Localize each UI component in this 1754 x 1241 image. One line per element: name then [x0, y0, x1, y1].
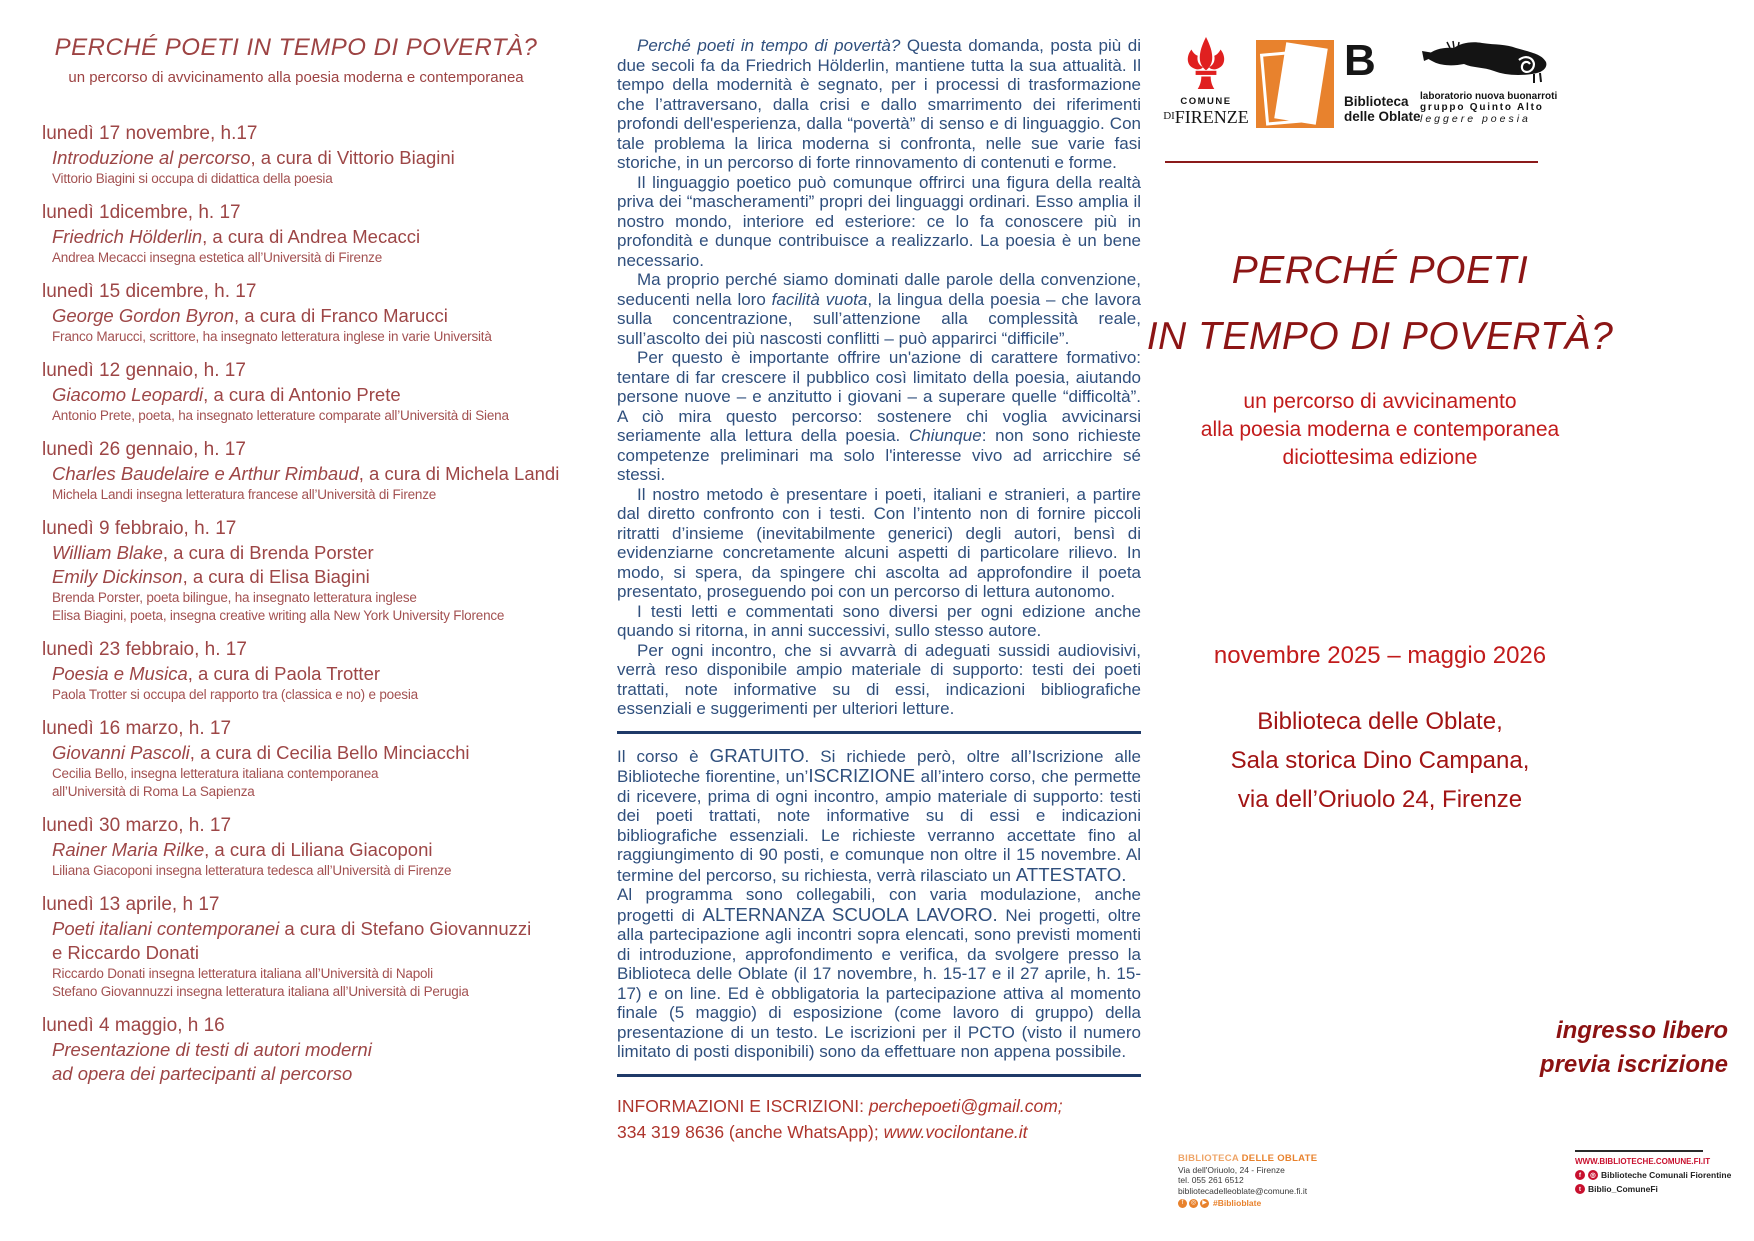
event-date: lunedì 4 maggio, h 16 — [42, 1015, 225, 1036]
footer-oblate-name-light: BIBLIOTECA — [1178, 1153, 1242, 1164]
footer-oblate-tel: tel. 055 261 6512 — [1178, 1175, 1244, 1185]
footer-comune-social2-label: Biblio_ComuneFi — [1588, 1184, 1658, 1194]
schedule-event — [42, 638, 550, 704]
footer-oblate-address: Via dell'Oriuolo, 24 - Firenze — [1178, 1164, 1285, 1175]
facilita-vuota-italic: facilità vuota — [771, 289, 868, 309]
event-work-title: Giovanni Pascoli — [52, 742, 190, 763]
event-date: lunedì 17 novembre, h.17 — [42, 123, 258, 144]
event-note-1: Liliana Giacoponi insegna letteratura tedesca all’Università di Firenze — [52, 863, 452, 878]
divider-rule-bottom — [617, 1074, 1141, 1077]
footer-oblate-hashtag[interactable]: #Biblioblate — [1213, 1198, 1262, 1208]
twitter-icon[interactable]: t — [1575, 1184, 1585, 1194]
lab-line2: gruppo Quinto Alto — [1420, 102, 1544, 113]
schedule-event — [42, 814, 550, 880]
oblate-book-icon — [1256, 40, 1334, 128]
cover-title-line2: IN TEMPO DI POVERTÀ? — [1146, 315, 1614, 358]
event-date: lunedì 1dicembre, h. 17 — [42, 202, 241, 223]
event-date: lunedì 30 marzo, h. 17 — [42, 815, 232, 836]
intro-paragraph-7: Per ogni incontro, che si avvarrà di adeguati sussidi audiovisivi, verrà reso disponibile ampio materiale di supporto: testi dei poeti trattati, note informative su di essi, indicazioni bibliografiche essenziali e suggerimenti per ulteriori letture. — [617, 640, 1141, 718]
schedule-event — [42, 517, 550, 625]
cover-subtitle — [1120, 388, 1640, 472]
event-curator: , a cura di Franco Marucci — [234, 305, 448, 326]
contact-block — [617, 1093, 1141, 1145]
event-work-title: Poeti italiani contemporanei — [52, 918, 280, 939]
bird-icon — [1420, 40, 1560, 91]
text-segment: Questa domanda, posta più di due secoli fa da Friedrich Hölderlin, mantiene tutta la sua attualità. Il tempo della modernità è segnato, per i processi di trasformazione che l’attraversano, dalla crisi e dallo smarrimento dei riferimenti profondi dell'esperienza, dalla “povertà” di senso e di linguaggio. Con tale problema la lirica moderna si confronta, nelle sue varie fasi storiche, in un percorso di forte rinnovamento di contenuti e forme. — [617, 36, 1142, 172]
giglio-fleur-de-lis-icon — [1163, 36, 1249, 95]
oblate-name — [1344, 94, 1421, 124]
event-date: lunedì 15 dicembre, h. 17 — [42, 281, 257, 302]
event-work-title: William Blake — [52, 542, 163, 563]
venue-block — [1120, 702, 1640, 819]
event-session-line-1 — [42, 917, 550, 941]
venue-line2: Sala storica Dino Campana, — [1230, 747, 1530, 774]
event-session-line-1 — [42, 225, 550, 249]
event-curator: , a cura di Cecilia Bello Minciacchi — [189, 742, 470, 763]
firenze-label — [1163, 107, 1249, 126]
event-session-line-1 — [42, 662, 550, 686]
instagram-icon[interactable]: ◎ — [1588, 1170, 1598, 1180]
footer-oblate-name — [1178, 1154, 1358, 1165]
text-segment: Il corso è — [617, 746, 710, 766]
intro-paragraph-5: Il nostro metodo è presentare i poeti, italiani e stranieri, a partire dal diretto confronto con i testi. Con l’intento non di fornire piccoli ritratti d’insieme (inevitabilmente generici) degli autori, bensì di evidenziarne concretamente alcuni aspetti di particolare rilievo. In modo, si spera, da spingere chi ascolta ad approfondire il poeta presentato, proseguendo poi con un percorso di lettura autonomo. — [617, 484, 1141, 601]
event-curator: a cura di Stefano Giovannuzzi — [279, 918, 532, 939]
youtube-icon[interactable]: ▶ — [1200, 1199, 1209, 1208]
course-dates: novembre 2025 – maggio 2026 — [1213, 642, 1547, 669]
schedule-event — [42, 359, 550, 425]
cover-subtitle-line2: alla poesia moderna e contemporanea — [1200, 418, 1560, 441]
event-note-1: Michela Landi insegna letteratura francese all’Università di Firenze — [52, 487, 437, 502]
event-session-line-1 — [42, 541, 550, 565]
footer-comune-social1-label: Biblioteche Comunali Fiorentine — [1601, 1170, 1732, 1180]
cover-title-line1: PERCHÉ POETI — [1231, 249, 1529, 292]
footer-comune-social-row1 — [1575, 1170, 1732, 1180]
page-subtitle-left: un percorso di avvicinamento alla poesia moderna e contemporanea — [68, 69, 524, 86]
attestato-emphasis: ATTESTATO. — [1015, 863, 1127, 885]
admission-note — [1540, 1014, 1728, 1082]
intro-paragraph-2: Il linguaggio poetico può comunque offrirci una figura della realtà priva dei “mascheramenti” propri dei linguaggi ordinari. Esso amplia il nostro mondo, interiore ed esteriore: ce lo fa conoscere più in profondità e dunque contribuisce a realizzarlo. La poesia è un bene necessario. — [617, 172, 1141, 270]
event-curator: , a cura di Antonio Prete — [203, 384, 401, 405]
event-curator: , a cura di Andrea Mecacci — [202, 226, 421, 247]
event-curator: , a cura di Vittorio Biagini — [250, 147, 455, 168]
oblate-b-letter: B — [1344, 36, 1376, 85]
schedule-event — [42, 280, 550, 346]
event-curator: , a cura di Michela Landi — [358, 463, 560, 484]
footer-comune-block — [1575, 1150, 1732, 1194]
event-date: lunedì 13 aprile, h 17 — [42, 894, 220, 915]
instagram-icon[interactable]: ◎ — [1190, 1200, 1197, 1206]
event-note-1: Antonio Prete, poeta, ha insegnato letterature comparate all’Università di Siena — [52, 408, 509, 423]
event-date: lunedì 9 febbraio, h. 17 — [42, 518, 237, 539]
schedule-event — [42, 1014, 550, 1086]
event-note-1: Franco Marucci, scrittore, ha insegnato letteratura inglese in varie Università — [52, 329, 492, 344]
event-note-2: Elisa Biagini, poeta, insegna creative writing alla New York University Florence — [52, 608, 505, 623]
event-session-line-1 — [42, 146, 550, 170]
text-segment: , la lingua della poesia – che lavora sulla concentrazione, sull’attenzione alla complessità reale, sull’ascolto dei più nascosti conflitti – può apparirci “difficile”. — [617, 289, 1141, 348]
event-work-title: Charles Baudelaire e Arthur Rimbaud — [52, 463, 359, 484]
contact-email-link[interactable]: perchepoeti@gmail.com; — [868, 1095, 1063, 1116]
lead-question-italic: Perché poeti in tempo di povertà? — [637, 36, 901, 55]
schedule-event — [42, 717, 550, 801]
schedule-list — [42, 122, 560, 1086]
event-note-1: Paola Trotter si occupa del rapporto tra (classica e no) e poesia — [52, 687, 418, 702]
text-segment: Nei progetti, oltre alla partecipazione agli incontri sopra elencati, sono previsti momenti di introduzione, approfondimento e verifica, da svolgere presso la Biblioteca delle Oblate (il 17 novembre, h. 15-17 e il 27 aprile, h. 15-17) e on line. Ed è obbligatoria la partecipazione attiva al momento finale (5 maggio) di esposizione (come lavoro di gruppo) della presentazione di un testo. Le iscrizioni per il PCTO (visto il numero limitato di posti disponibili) sono da effettuare non appena possibile. — [617, 905, 1141, 1061]
event-curator: , a cura di Paola Trotter — [187, 663, 381, 684]
event-work-title-2: ad opera dei partecipanti al percorso — [52, 1063, 353, 1084]
biblioteca-oblate-logo — [1256, 36, 1421, 128]
contact-phone: 334 319 8636 (anche WhatsApp); — [617, 1121, 884, 1142]
event-date: lunedì 16 marzo, h. 17 — [42, 718, 232, 739]
event-work-title: Poesia e Musica — [52, 663, 188, 684]
event-work-title-2: Emily Dickinson — [52, 566, 183, 587]
event-curator: , a cura di Brenda Porster — [162, 542, 374, 563]
event-work-title: Friedrich Hölderlin — [52, 226, 203, 247]
facebook-icon[interactable]: f — [1178, 1199, 1187, 1208]
event-note-1: Andrea Mecacci insegna estetica all’Università di Firenze — [52, 250, 383, 265]
comune-label: COMUNE — [1180, 96, 1232, 107]
event-session-line-1 — [42, 462, 560, 486]
text-segment: Ma proprio perché siamo dominati dalle parole della convenzione, seducenti nella loro — [617, 270, 1141, 309]
oblate-name-line2: delle Oblate — [1344, 109, 1421, 124]
event-curator-2: e Riccardo Donati — [52, 942, 200, 963]
footer-oblate-name-bold: DELLE OBLATE — [1241, 1153, 1318, 1164]
footer-oblate-email[interactable]: bibliotecadelleoblate@comune.fi.it — [1178, 1185, 1308, 1196]
admission-line1: ingresso libero — [1555, 1017, 1728, 1044]
intro-paragraph-4 — [617, 348, 1141, 485]
footer-oblate-social-row — [1178, 1198, 1358, 1209]
event-curator-2: , a cura di Elisa Biagini — [182, 566, 370, 587]
admission-line2: previa iscrizione — [1539, 1051, 1728, 1078]
event-note-2: Stefano Giovannuzzi insegna letteratura italiana all’Università di Perugia — [52, 984, 469, 999]
oblate-name-line1: Biblioteca — [1344, 94, 1409, 109]
event-session-line-2 — [42, 565, 550, 589]
enrollment-paragraph-1 — [617, 746, 1141, 886]
event-date: lunedì 26 gennaio, h. 17 — [42, 439, 246, 460]
venue-line1: Biblioteca delle Oblate, — [1257, 708, 1503, 735]
event-work-title: Presentazione di testi di autori moderni — [52, 1039, 372, 1060]
alternanza-emphasis: ALTERNANZA SCUOLA LAVORO. — [702, 903, 998, 925]
footer-comune-rule — [1575, 1150, 1703, 1152]
event-session-line-1 — [42, 1038, 550, 1062]
divider-rule-top — [617, 731, 1141, 734]
iscrizione-emphasis: ISCRIZIONE — [808, 765, 916, 786]
footer-comune-url[interactable]: WWW.BIBLIOTECHE.COMUNE.FI.IT — [1575, 1157, 1711, 1166]
event-session-line-2 — [42, 941, 550, 965]
chiunque-italic: Chiunque — [908, 426, 982, 445]
event-session-line-2 — [42, 1062, 550, 1086]
event-session-line-1 — [42, 383, 550, 407]
quinto-alto-logo — [1420, 40, 1560, 125]
contact-website-link[interactable]: www.vocilontane.it — [883, 1121, 1028, 1142]
text-segment: Al programma sono collegabili, con varia modulazione, anche progetti di — [617, 885, 1141, 925]
cover-subtitle-line1: un percorso di avvicinamento — [1243, 390, 1517, 413]
event-note-1: Vittorio Biagini si occupa di didattica della poesia — [52, 171, 333, 186]
event-curator: , a cura di Liliana Giacoponi — [204, 839, 433, 860]
event-date: lunedì 12 gennaio, h. 17 — [42, 360, 246, 381]
comune-firenze-logo — [1163, 36, 1249, 126]
event-session-line-1 — [42, 304, 550, 328]
event-date: lunedì 23 febbraio, h. 17 — [42, 639, 247, 660]
lab-line3: leggere poesia — [1420, 113, 1531, 125]
text-segment: all’intero corso, che permette di ricevere, prima di ogni incontro, ampio materiale di supporto: testi dei poeti trattati, note informative su di essi e indicazioni bibliografiche essenziali. Le richieste verranno accettate fino al raggiungimento di 90 posti, e comunque non oltre il 15 novembre. Al termine del percorso, su richiesta, verrà rilasciato un — [617, 767, 1141, 885]
intro-paragraph-6: I testi letti e commentati sono diversi per ogni edizione anche quando si ritorna, in anni successivi, sullo stesso autore. — [617, 601, 1141, 640]
schedule-event — [42, 438, 560, 504]
text-segment: Per questo è importante offrire un'azione di carattere formativo: tentare di far crescere il pubblico così limitato della poesia, aiutando persone nuove – e anzitutto i giovani – a superare quelle “difficoltà”. A ciò mira questo percorso: sostenere chi voglia avvicinarsi seriamente alla lettura della poesia. — [617, 348, 1141, 445]
cover-subtitle-line3: diciottesima edizione — [1282, 446, 1478, 469]
event-note-1: Brenda Porster, poeta bilingue, ha insegnato letteratura inglese — [52, 590, 417, 605]
enrollment-paragraph-2 — [617, 885, 1141, 1062]
cover-title — [1120, 238, 1640, 370]
lab-line1: laboratorio nuova buonarroti — [1420, 91, 1558, 102]
schedule-event — [42, 201, 550, 267]
contact-line-2 — [617, 1119, 1141, 1145]
contact-label: INFORMAZIONI E ISCRIZIONI: — [617, 1095, 869, 1116]
city-label: FIRENZE — [1174, 107, 1249, 127]
description-panel — [617, 36, 1141, 1145]
text-segment: . Si richiede però, oltre all’Iscrizione alle Biblioteche fiorentine, un’ — [617, 746, 1141, 786]
contact-line-1 — [617, 1093, 1141, 1119]
schedule-event — [42, 893, 550, 1001]
page-title-left: PERCHÉ POETI IN TEMPO DI POVERTÀ? — [54, 34, 538, 61]
event-work-title: Rainer Maria Rilke — [52, 839, 205, 860]
cover-divider-rule — [1165, 161, 1538, 163]
schedule-event — [42, 122, 550, 188]
schedule-panel — [42, 34, 560, 1099]
gratuito-emphasis: GRATUITO — [709, 744, 805, 766]
event-work-title: Introduzione al percorso — [52, 147, 251, 168]
venue-line3: via dell’Oriuolo 24, Firenze — [1237, 786, 1523, 813]
oblate-wordmark — [1344, 36, 1421, 128]
di-label: DI — [1163, 110, 1175, 122]
intro-paragraph-3 — [617, 270, 1141, 348]
facebook-icon[interactable]: f — [1575, 1170, 1585, 1180]
event-note-2: all’Università di Roma La Sapienza — [52, 784, 255, 799]
footer-comune-social-row2 — [1575, 1184, 1703, 1194]
event-session-line-1 — [42, 838, 550, 862]
event-work-title: Giacomo Leopardi — [52, 384, 204, 405]
event-note-1: Cecilia Bello, insegna letteratura italiana contemporanea — [52, 766, 379, 781]
event-session-line-1 — [42, 741, 550, 765]
event-work-title: George Gordon Byron — [52, 305, 235, 326]
event-note-1: Riccardo Donati insegna letteratura italiana all’Università di Napoli — [52, 966, 433, 981]
text-segment: : non sono richieste competenze preliminari ma solo l'interesse vivo ad arricchire sé stessi. — [617, 426, 1141, 484]
intro-paragraph-1 — [617, 36, 1141, 173]
footer-oblate-block — [1178, 1154, 1358, 1209]
